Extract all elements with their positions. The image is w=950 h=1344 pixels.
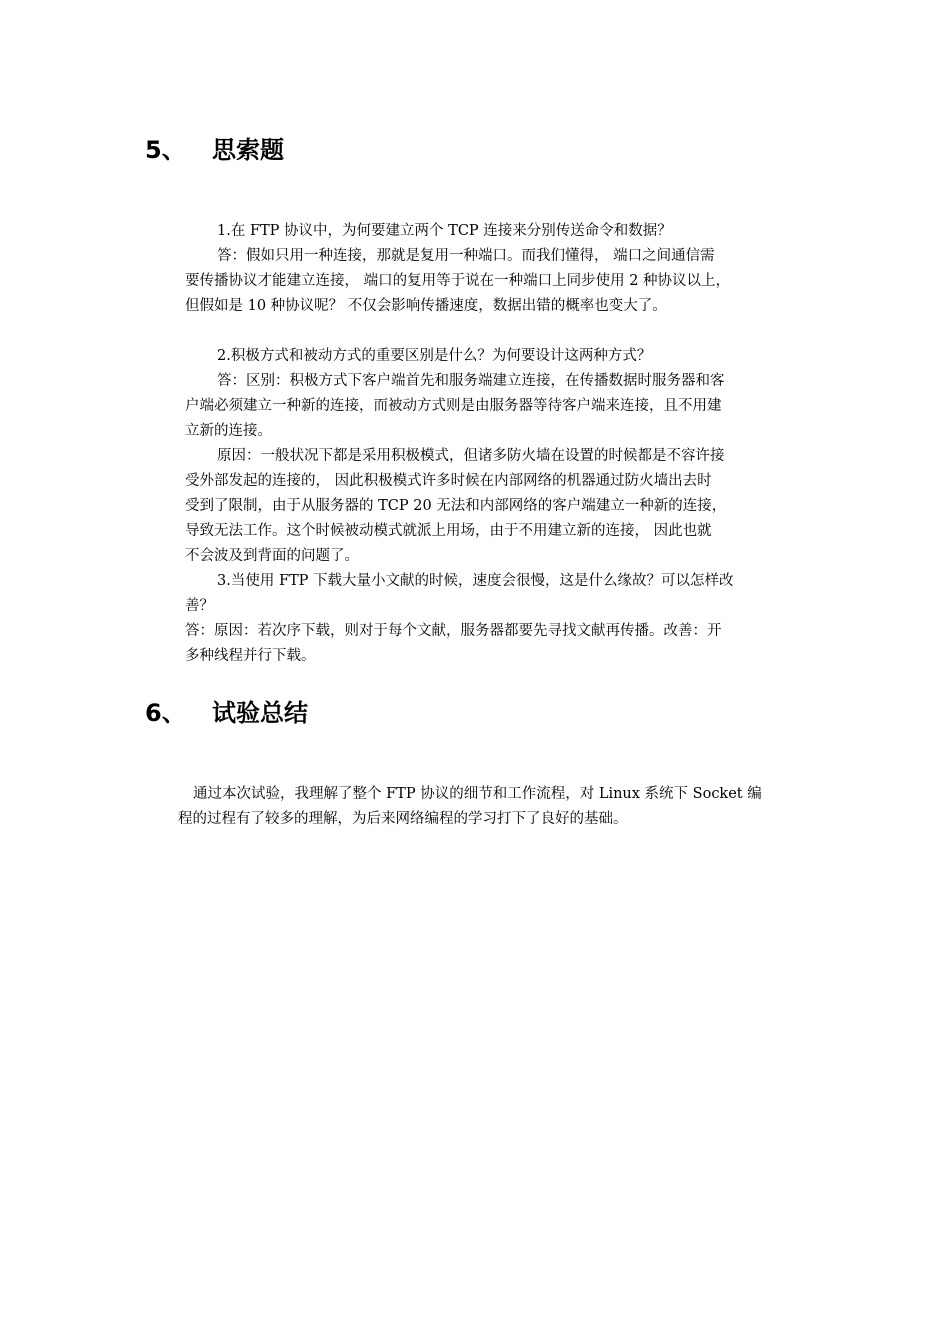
answer-3-line-1: 答：原因：若次序下载，则对于每个文献，服务器都要先寻找文献再传播。改善：开 xyxy=(185,623,722,639)
question-1: 1.在 FTP 协议中，为何要建立两个 TCP 连接来分别传送命令和数据？ xyxy=(217,223,672,239)
question-3-line-1: 3.当使用 FTP 下载大量小文献的时候，速度会很慢，这是什么缘故？可以怎样改 xyxy=(217,573,734,589)
section-5-title: 思索题 xyxy=(212,136,284,164)
summary-line-1: 通过本次试验，我理解了整个 FTP 协议的细节和工作流程，对 Linux 系统下 Socket 编 xyxy=(193,786,762,802)
section-6-number: 6、 xyxy=(145,699,186,727)
section-6-heading xyxy=(145,698,308,728)
section-6-title: 试验总结 xyxy=(212,699,308,727)
reason-2-line-5: 不会波及到背面的问题了。 xyxy=(185,548,359,564)
summary-line-2: 程的过程有了较多的理解，为后来网络编程的学习打下了良好的基础。 xyxy=(178,811,628,827)
reason-2-line-3: 受到了限制，由于从服务器的 TCP 20 无法和内部网络的客户端建立一种新的连接， xyxy=(185,498,727,514)
question-3-line-2: 善？ xyxy=(185,598,214,614)
reason-2-line-2: 受外部发起的连接的， 因此积极模式许多时候在内部网络的机器通过防火墙出去时 xyxy=(185,473,712,489)
reason-2-line-1: 原因：一般状况下都是采用积极模式，但诸多防火墙在设置的时候都是不容许接 xyxy=(217,448,725,464)
answer-2-line-2: 户端必须建立一种新的连接，而被动方式则是由服务器等待客户端来连接，且不用建 xyxy=(185,398,722,414)
answer-1-line-2: 要传播协议才能建立连接， 端口的复用等于说在一种端口上同步使用 2 种协议以上， xyxy=(185,273,731,289)
question-2: 2.积极方式和被动方式的重要区别是什么？为何要设计这两种方式？ xyxy=(217,348,652,364)
section-5-heading xyxy=(145,135,284,165)
answer-1-line-1: 答：假如只用一种连接，那就是复用一种端口。而我们懂得， 端口之间通信需 xyxy=(217,248,715,264)
answer-1-line-3: 但假如是 10 种协议呢？ 不仅会影响传播速度，数据出错的概率也变大了。 xyxy=(185,298,667,314)
answer-2-line-3: 立新的连接。 xyxy=(185,423,272,439)
reason-2-line-4: 导致无法工作。这个时候被动模式就派上用场，由于不用建立新的连接， 因此也就 xyxy=(185,523,712,539)
answer-2-line-1: 答：区别：积极方式下客户端首先和服务端建立连接，在传播数据时服务器和客 xyxy=(217,373,725,389)
answer-3-line-2: 多种线程并行下载。 xyxy=(185,648,316,664)
section-5-number: 5、 xyxy=(145,136,186,164)
